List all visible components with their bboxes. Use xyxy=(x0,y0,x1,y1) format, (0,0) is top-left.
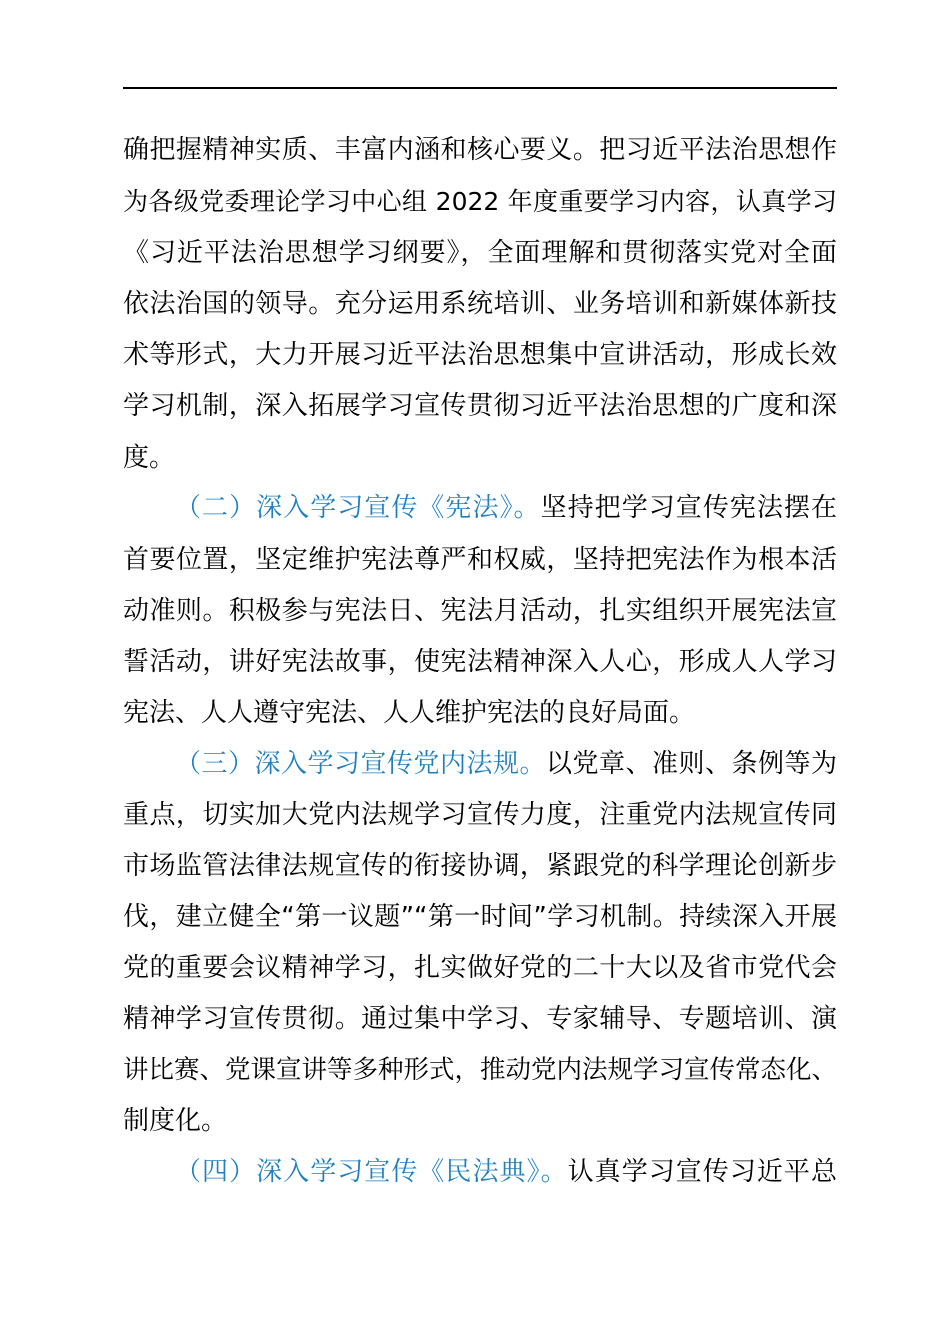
section-heading: （四）深入学习宣传《民法典》。 xyxy=(175,1157,568,1187)
text-line: 伐，建立健全“第一议题”“第一时间”学习机制。持续深入开展 xyxy=(123,902,837,932)
text-line xyxy=(175,482,837,534)
text-line: 市场监管法律法规宣传的衔接协调，紧跟党的科学理论创新步 xyxy=(123,851,837,881)
text-line: 术等形式，大力开展习近平法治思想集中宣讲活动，形成长效 xyxy=(123,340,837,370)
text-line: 度。 xyxy=(123,443,176,473)
section-heading: （二）深入学习宣传《宪法》。 xyxy=(175,493,541,523)
text-line: 首要位置，坚定维护宪法尊严和权威，坚持把宪法作为根本活 xyxy=(123,545,837,575)
header-rule xyxy=(123,87,837,89)
section-heading: （三）深入学习宣传党内法规。 xyxy=(175,749,546,779)
text-line: 依法治国的领导。充分运用系统培训、业务培训和新媒体新技 xyxy=(123,289,837,319)
section-text: 认真学习宣传习近平总 xyxy=(567,1157,837,1187)
text-line: 动准则。积极参与宪法日、宪法月活动，扎实组织开展宪法宣 xyxy=(123,596,837,626)
text-line xyxy=(175,1146,837,1198)
text-line: 制度化。 xyxy=(123,1106,228,1136)
text-line: 宪法、人人遵守宪法、人人维护宪法的良好局面。 xyxy=(123,698,696,728)
text-line: 精神学习宣传贯彻。通过集中学习、专家辅导、专题培训、演 xyxy=(123,1004,837,1034)
section-text: 以党章、准则、条例等为 xyxy=(545,749,837,779)
text-line: 誓活动，讲好宪法故事，使宪法精神深入人心，形成人人学习 xyxy=(123,647,837,677)
text-line: 讲比赛、党课宣讲等多种形式，推动党内法规学习宣传常态化、 xyxy=(123,1055,837,1085)
text-line: 确把握精神实质、丰富内涵和核心要义。把习近平法治思想作 xyxy=(123,135,837,165)
text-line xyxy=(175,738,837,790)
section-text: 坚持把学习宣传宪法摆在 xyxy=(540,493,837,523)
text-line: 《习近平法治思想学习纲要》，全面理解和贯彻落实党对全面 xyxy=(123,238,837,268)
text-line: 重点，切实加大党内法规学习宣传力度，注重党内法规宣传同 xyxy=(123,800,837,830)
text-line: 党的重要会议精神学习，扎实做好党的二十大以及省市党代会 xyxy=(123,953,837,983)
text-line: 为各级党委理论学习中心组 2022 年度重要学习内容，认真学习 xyxy=(123,187,837,216)
text-line: 学习机制，深入拓展学习宣传贯彻习近平法治思想的广度和深 xyxy=(123,391,837,421)
